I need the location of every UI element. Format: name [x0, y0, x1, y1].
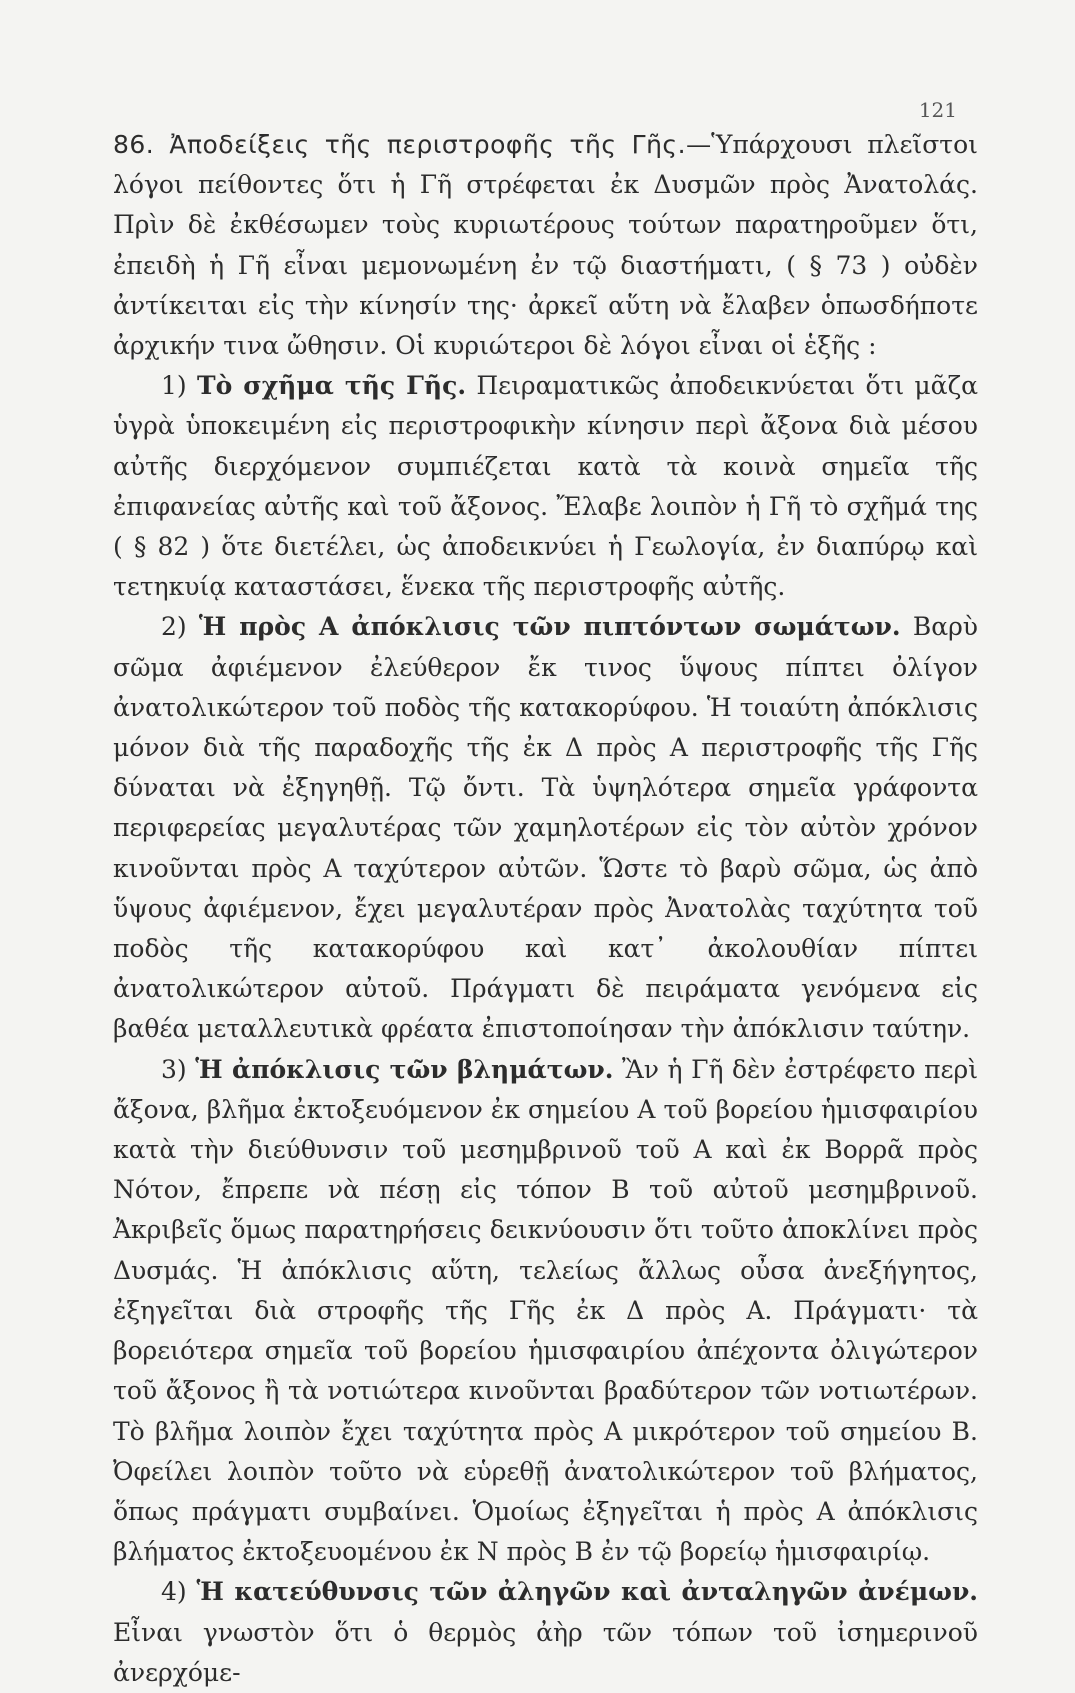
point-paragraph-4	[113, 1572, 978, 1693]
section-intro: —Ὑπάρχουσι πλεῖστοι λόγοι πείθοντες ὅτι ἡ Γῆ στρέφεται ἐκ Δυσμῶν πρὸς Ἀνατολάς. Πρὶν δὲ ἐκθέσωμεν τοὺς κυριωτέρους τούτων παρατηροῦμεν ὅτι, ἐπειδὴ ἡ Γῆ εἶναι μεμονωμένη ἐν τῷ διαστήματι, ( § 73 ) οὐδὲν ἀντίκειται εἰς τὴν κίνησίν της· ἀρκεῖ αὕτη νὰ ἔλαβεν ὁπωσδήποτε ἀρχικήν τινα ὤθησιν. Οἱ κυριώτεροι δὲ λόγοι εἶναι οἱ ἑξῆς :	[113, 130, 978, 361]
point-title: Ἡ πρὸς Α ἀπόκλισις τῶν πιπτόντων σωμάτων.	[198, 612, 901, 642]
page-number: 121	[918, 98, 957, 122]
point-title: Τὸ σχῆμα τῆς Γῆς.	[196, 371, 467, 401]
point-paragraph-2	[113, 607, 978, 1049]
section-heading: 86. Ἀποδείξεις τῆς περιστροφῆς τῆς Γῆς.	[113, 130, 687, 159]
point-text: Βαρὺ σῶμα ἀφιέμενον ἐλεύθερον ἔκ τινος ὕψους πίπτει ὀλίγον ἀνατολικώτερον τοῦ ποδὸς τῆς κατακορύφου. Ἡ τοιαύτη ἀπόκλισις μόνον διὰ τῆς παραδοχῆς τῆς ἐκ Δ πρὸς Α περιστροφῆς τῆς Γῆς δύναται νὰ ἐξηγηθῇ. Τῷ ὄντι. Τὰ ὑψηλότερα σημεῖα γράφοντα περιφερείας μεγαλυτέρας τῶν χαμηλοτέρων εἰς τὸν αὐτὸν χρόνον κινοῦνται πρὸς Α ταχύτερον αὐτῶν. Ὥστε τὸ βαρὺ σῶμα, ὡς ἀπὸ ὕψους ἀφιέμενον, ἔχει μεγαλυτέραν πρὸς Ἀνατολὰς ταχύτητα τοῦ ποδὸς τῆς κατακορύφου καὶ κατ᾽ ἀκολουθίαν πίπτει ἀνατολικώτερον αὐτοῦ. Πράγματι δὲ πειράματα γενόμενα εἰς βαθέα μεταλλευτικὰ φρέατα ἐπιστοποίησαν τὴν ἀπόκλισιν ταύτην.	[113, 612, 978, 1044]
point-text: Εἶναι γνωστὸν ὅτι ὁ θερμὸς ἀὴρ τῶν τόπων τοῦ ἰσημερινοῦ ἀνερχόμε-	[113, 1617, 978, 1687]
point-text: Ἂν ἡ Γῆ δὲν ἐστρέφετο περὶ ἄξονα, βλῆμα ἐκτοξευόμενον ἐκ σημείου Α τοῦ βορείου ἡμισφαιρίου κατὰ τὴν διεύθυνσιν τοῦ μεσημβρινοῦ τοῦ Α καὶ ἐκ Βορρᾶ πρὸς Νότον, ἔπρεπε νὰ πέσῃ εἰς τόπον Β τοῦ αὐτοῦ μεσημβρινοῦ. Ἀκριβεῖς ὅμως παρατηρήσεις δεικνύουσιν ὅτι τοῦτο ἀποκλίνει πρὸς Δυσμάς. Ἡ ἀπόκλισις αὕτη, τελείως ἄλλως οὖσα ἀνεξήγητος, ἐξηγεῖται διὰ στροφῆς τῆς Γῆς ἐκ Δ πρὸς Α. Πράγματι· τὰ βορειότερα σημεῖα τοῦ βορείου ἡμισφαιρίου ἀπέχοντα ὀλιγώτερον τοῦ ἄξονος ἢ τὰ νοτιώτερα κινοῦνται βραδύτερον τῶν νοτιωτέρων. Τὸ βλῆμα λοιπὸν ἔχει ταχύτητα πρὸς Α μικρότερον τοῦ σημείου Β. Ὀφείλει λοιπὸν τοῦτο νὰ εὑρεθῇ ἀνατολικώτερον τοῦ βλήματος, ὅπως πράγματι συμβαίνει. Ὁμοίως ἐξηγεῖται ἡ πρὸς Α ἀπόκλισις βλήματος ἐκτοξευομένου ἐκ Ν πρὸς Β ἐν τῷ βορείῳ ἡμισφαιρίῳ.	[113, 1054, 979, 1567]
point-text: Πειραματικῶς ἀποδεικνύεται ὅτι μᾶζα ὑγρὰ ὑποκειμένη εἰς περιστροφικὴν κίνησιν περὶ ἄξονα διὰ μέσου αὐτῆς διερχόμενον συμπιέζεται κατὰ τὰ κοινὰ σημεῖα τῆς ἐπιφανείας αὐτῆς καὶ τοῦ ἄξονος. Ἔλαβε λοιπὸν ἡ Γῆ τὸ σχῆμά της ( § 82 ) ὅτε διετέλει, ὡς ἀποδεικνύει ἡ Γεωλογία, ἐν διαπύρῳ καὶ τετηκυίᾳ καταστάσει, ἕνεκα τῆς περιστροφῆς αὐτῆς.	[113, 371, 978, 602]
section-paragraph	[113, 125, 978, 366]
point-number: 2)	[161, 612, 187, 642]
point-number: 1)	[161, 371, 187, 401]
point-title: Ἡ κατεύθυνσις τῶν ἀληγῶν καὶ ἀνταληγῶν ἀνέμων.	[196, 1577, 978, 1607]
point-title: Ἡ ἀπόκλισις τῶν βλημάτων.	[195, 1054, 614, 1084]
point-paragraph-3	[113, 1050, 978, 1573]
point-paragraph-1	[113, 366, 978, 607]
point-number: 3)	[161, 1054, 187, 1084]
point-number: 4)	[161, 1577, 187, 1607]
body-text	[113, 125, 978, 1693]
